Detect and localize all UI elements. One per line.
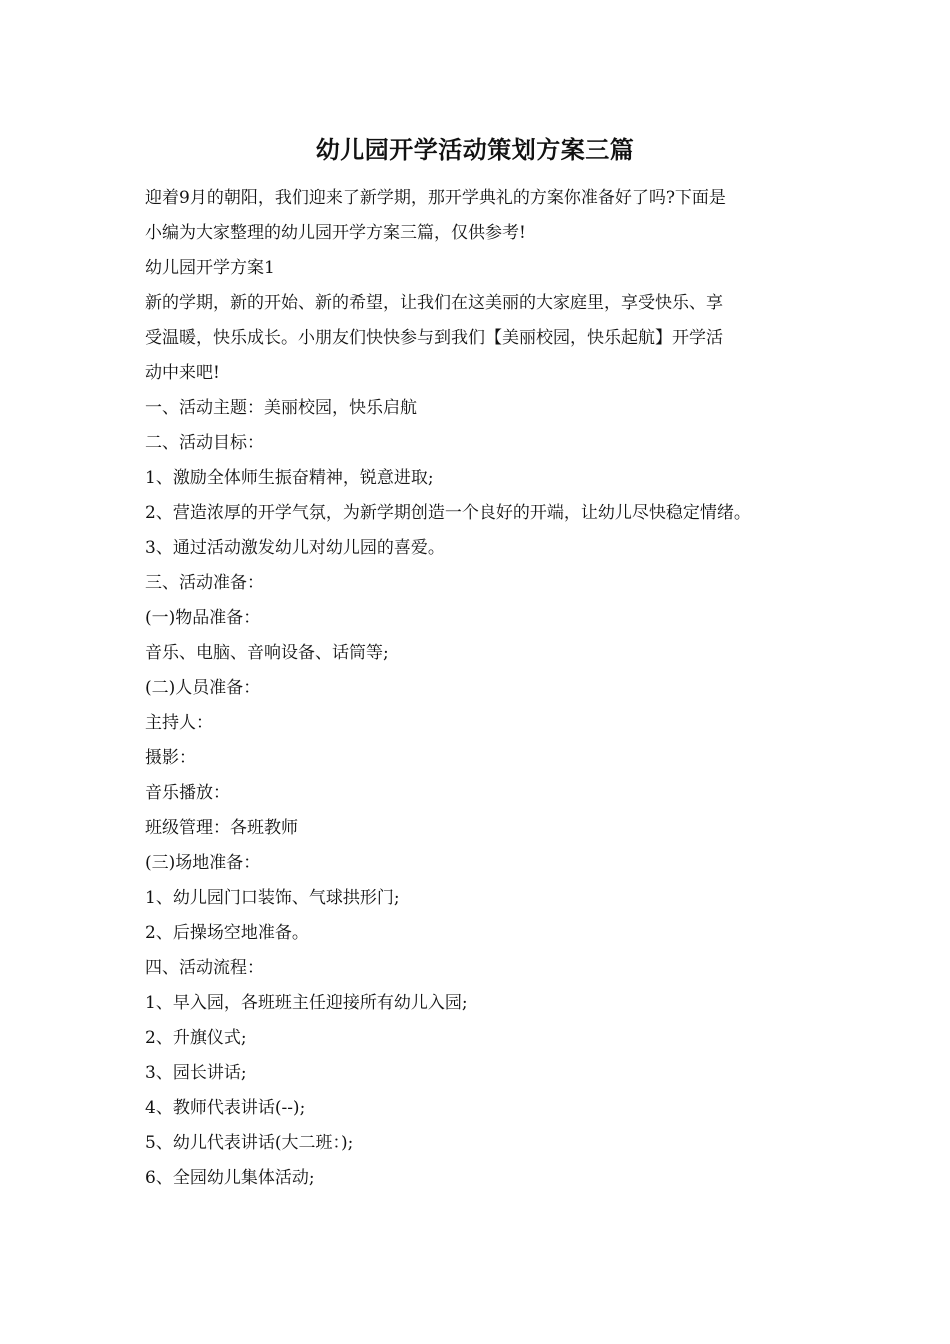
paragraph: (二)人员准备： <box>145 678 261 698</box>
list-item: 1、激励全体师生振奋精神，锐意进取; <box>145 468 434 488</box>
list-item: 4、教师代表讲话(--); <box>145 1098 306 1118</box>
paragraph: 班级管理：各班教师 <box>145 818 298 838</box>
list-item: 3、园长讲话; <box>145 1063 247 1083</box>
list-item: 2、升旗仪式; <box>145 1028 247 1048</box>
paragraph: 动中来吧! <box>145 363 220 383</box>
paragraph: (一)物品准备： <box>145 608 261 628</box>
list-item: 2、营造浓厚的开学气氛，为新学期创造一个良好的开端，让幼儿尽快稳定情绪。 <box>145 503 751 523</box>
list-item: 2、后操场空地准备。 <box>145 923 309 943</box>
paragraph: 新的学期，新的开始、新的希望，让我们在这美丽的大家庭里，享受快乐、享 <box>145 293 723 313</box>
paragraph: 音乐播放： <box>145 783 230 803</box>
list-item: 6、全园幼儿集体活动; <box>145 1168 315 1188</box>
paragraph: (三)场地准备： <box>145 853 261 873</box>
list-item: 1、幼儿园门口装饰、气球拱形门; <box>145 888 400 908</box>
paragraph: 迎着9月的朝阳，我们迎来了新学期，那开学典礼的方案你准备好了吗?下面是 <box>145 188 726 208</box>
section-heading: 幼儿园开学方案1 <box>145 258 275 278</box>
paragraph: 三、活动准备： <box>145 573 264 593</box>
paragraph: 摄影： <box>145 748 196 768</box>
paragraph: 四、活动流程： <box>145 958 264 978</box>
paragraph: 主持人： <box>145 713 213 733</box>
paragraph: 小编为大家整理的幼儿园开学方案三篇，仅供参考! <box>145 223 526 243</box>
document-title: 幼儿园开学活动策划方案三篇 <box>315 135 635 164</box>
list-item: 3、通过活动激发幼儿对幼儿园的喜爱。 <box>145 538 445 558</box>
paragraph: 受温暖，快乐成长。小朋友们快快参与到我们【美丽校园，快乐起航】开学活 <box>145 328 723 348</box>
paragraph: 一、活动主题：美丽校园，快乐启航 <box>145 398 417 418</box>
paragraph: 二、活动目标： <box>145 433 264 453</box>
paragraph: 音乐、电脑、音响设备、话筒等; <box>145 643 389 663</box>
list-item: 5、幼儿代表讲话(大二班：); <box>145 1133 354 1153</box>
list-item: 1、早入园，各班班主任迎接所有幼儿入园; <box>145 993 468 1013</box>
document-body <box>145 181 825 1196</box>
